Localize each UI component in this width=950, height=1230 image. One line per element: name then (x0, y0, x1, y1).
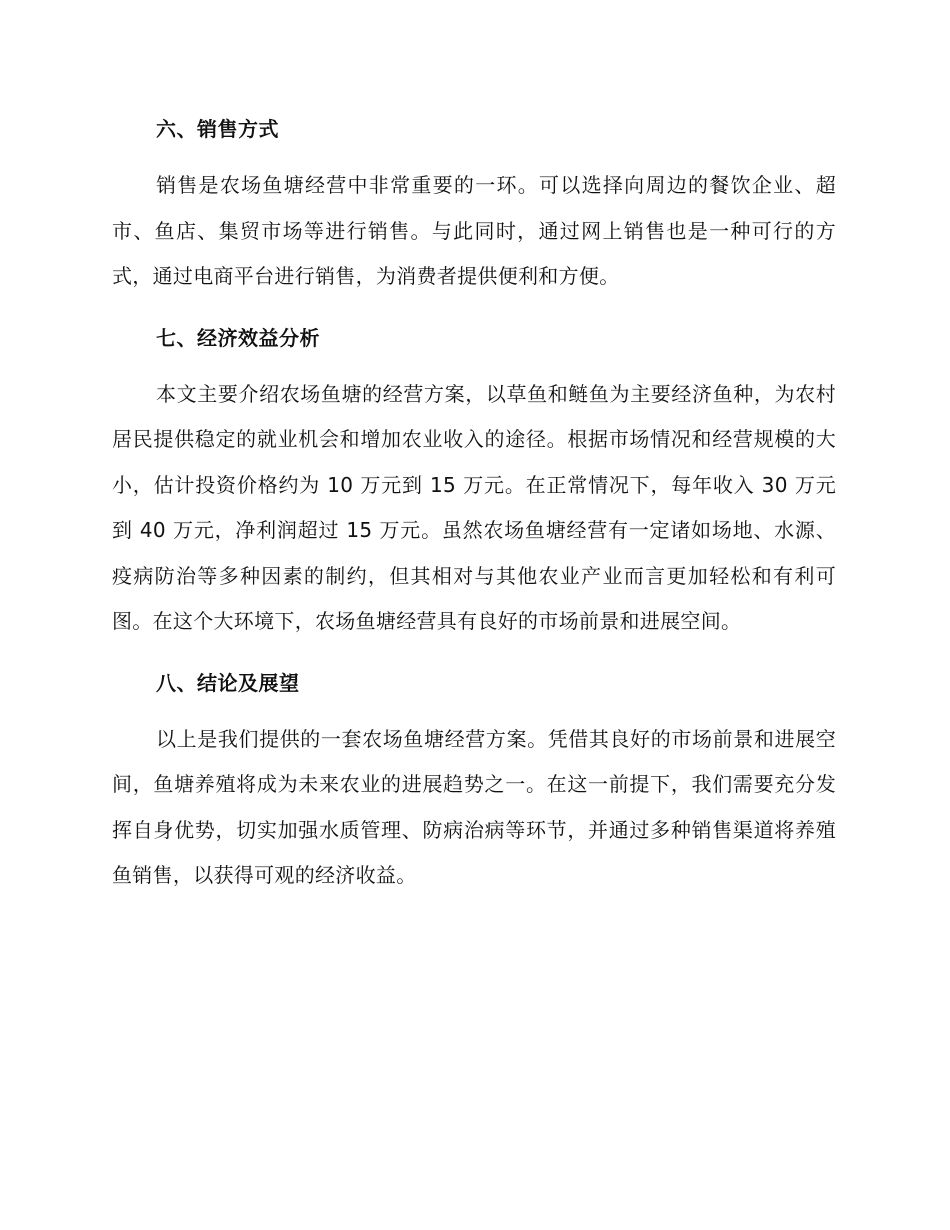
spacer (112, 147, 836, 163)
spacer (112, 356, 836, 372)
spacer (112, 645, 836, 665)
section-paragraph-economic-analysis: 本文主要介绍农场鱼塘的经营方案，以草鱼和鲢鱼为主要经济鱼种，为农村居民提供稳定的就业机会和增加农业收入的途径。根据市场情况和经营规模的大小，估计投资价格约为 10 万元到 15 万元。在正常情况下，每年收入 30 万元到 40 万元，净利润超过 15 万元。虽然农场鱼塘经营有一定诸如场地、水源、疫病防治等多种因素的制约，但其相对与其他农业产业而言更加轻松和有利可图。在这个大环境下，农场鱼塘经营具有良好的市场前景和进展空间。 (112, 381, 836, 633)
section-paragraph-sales: 销售是农场鱼塘经营中非常重要的一环。可以选择向周边的餐饮企业、超市、鱼店、集贸市场等进行销售。与此同时，通过网上销售也是一种可行的方式，通过电商平台进行销售，为消费者提供便利和方便。 (112, 173, 836, 288)
spacer (112, 701, 836, 717)
spacer (112, 300, 836, 320)
section-paragraph-conclusion: 以上是我们提供的一套农场鱼塘经营方案。凭借其良好的市场前景和进展空间，鱼塘养殖将成为未来农业的进展趋势之一。在这一前提下，我们需要充分发挥自身优势，切实加强水质管理、防病治病等环节，并通过多种销售渠道将养殖鱼销售，以获得可观的经济收益。 (112, 726, 836, 887)
section-heading-sales: 六、销售方式 (156, 117, 279, 141)
section-heading-economic-analysis: 七、经济效益分析 (156, 325, 320, 350)
section-heading-conclusion: 八、结论及展望 (156, 670, 300, 695)
document-body (112, 111, 836, 899)
